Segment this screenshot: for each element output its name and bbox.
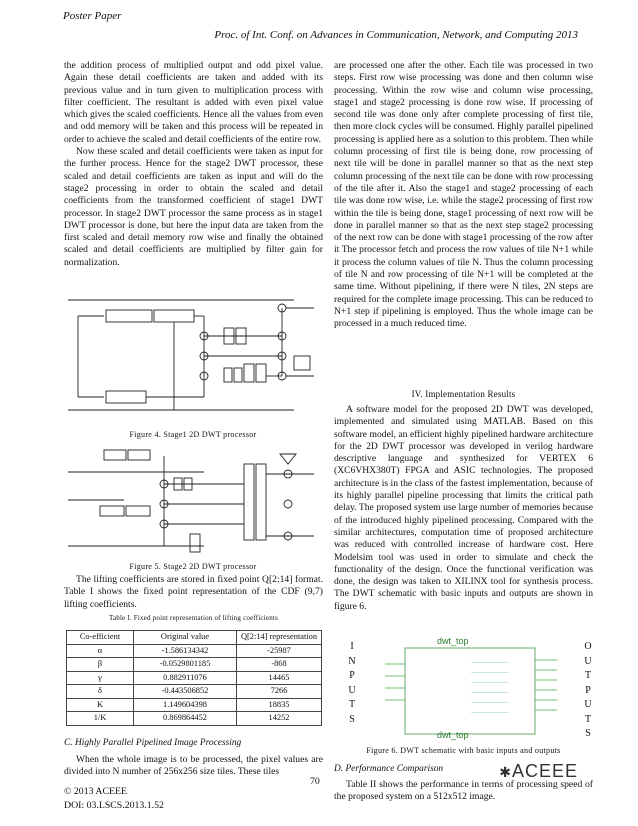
table-cell: 14465 [237, 671, 322, 685]
figure-4-caption: Figure 4. Stage1 2D DWT processor [129, 430, 257, 439]
table-row [67, 712, 322, 726]
table-cell: 1.149604398 [134, 698, 237, 712]
label-letter: T [584, 670, 592, 681]
table-cell: 18835 [237, 698, 322, 712]
left-column [64, 60, 323, 269]
paragraph: the addition process of multiplied output and odd pixel value. Again these detail coefficients are taken and added with its previous value and in turn given to multiplication process with filter coefficient. The resultant is added with even pixel value which gives the scaled coefficients. Hence all the values from even and odd memory will be taken and this process will be repeated in order to achieve the scaled and detail coefficients of the entire row. [64, 60, 323, 145]
table-cell: -0.443506852 [134, 685, 237, 699]
table-cell: 14252 [237, 712, 322, 726]
label-letter: U [584, 699, 592, 710]
stage2-block-diagram [64, 442, 322, 556]
label-letter: S [585, 728, 591, 739]
svg-text:_________________: _________________ [471, 708, 509, 713]
block-name-bottom: dwt_top [437, 730, 469, 740]
svg-text:_________________: _________________ [471, 688, 509, 693]
section-iv-heading: IV. Implementation Results [411, 389, 516, 399]
figure-6-caption: Figure 6. DWT schematic with basic inputs and outputs [366, 746, 561, 755]
block-name-top: dwt_top [437, 636, 469, 646]
table-row [67, 698, 322, 712]
table-1-title: Table I. Fixed point representation of lifting coefficients [108, 614, 279, 622]
table-1 [66, 630, 322, 726]
right-column-section-d [334, 779, 593, 804]
paragraph: Table II shows the performance in terms of processing speed of the proposed system on a 512x512 image. [334, 779, 593, 803]
right-column-section-iv [334, 404, 593, 613]
label-letter: S [349, 713, 355, 725]
paragraph: Now these scaled and detail coefficients were taken as input for the further process. Hence for the stage2 DWT processor, these scaled and detail coefficients are taken as input and will do the stage2 processing in order to obtain the scaled and detail coefficients from the transformed coefficient of stage1 DWT processor. In stage2 DWT processor the same process as in stage1 DWT processor is done, but here the input data are taken from the first scaled and detail memory row wise and finally the obtained scaled and detail coefficients are multiplied by filter gain for normalization. [64, 146, 323, 268]
paragraph: are processed one after the other. Each tile was processed in two steps. First row wise processing was done and then column wise processing. Within the row wise and column wise processing, stage1 and stage2 processing is done row wise. If processing of second tile was done only after complete processing of first tile, then more clock cycles will be consumed. Highly parallel pipelined processing is applied here as a solution to this problem. Then while column processing of first tile is being done, row processing of next tile will be done in parallel manner so that as the next step column processing of the next tile can be done with row processing of the tile after it. Also the stage1 and stage2 processing of each tile was done row wise, i.e. while the stage2 processing of first row within the tile is being done, stage1 processing of next row will be done in parallel manner so that as the next step stage2 processing of the next row can be done with stage1 processing of the row after it The processor fetch and process the row values of tile N+1 while it process the column values of tile N. Thus the column processing of tile N and row processing of tile N+1 will be completed at the same time. Without pipelining, if there were N tiles, 2N steps are required for the complete image processing. This can be reduced to N+1 step if pipelining is employed. Thus the whole image can be processed in a much reduced time. [334, 60, 593, 330]
table-header: Original value [134, 631, 237, 645]
table-cell: -1.586134342 [134, 644, 237, 658]
svg-text:_________________: _________________ [471, 698, 509, 703]
table-row [67, 658, 322, 672]
paragraph: When the whole image is to be processed, the pixel values are divided into N number of 256x256 size tiles. These tiles [64, 754, 323, 778]
label-letter: T [348, 699, 356, 710]
running-header-right: Proc. of Int. Conf. on Advances in Communication, Network, and Computing 2013 [214, 29, 578, 41]
table-cell: δ [67, 685, 134, 699]
section-c-heading: C. Highly Parallel Pipelined Image Processing [64, 738, 242, 748]
left-column-continued [64, 574, 323, 611]
paragraph: The lifting coefficients are stored in fixed point Q[2:14] format. Table I shows the fixed point representation of the CDF (9,7) lifting coefficients. [64, 574, 323, 610]
svg-text:_________________: _________________ [471, 678, 509, 683]
svg-text:_________________: _________________ [471, 658, 509, 663]
label-letter: U [348, 684, 356, 696]
table-cell: 1/K [67, 712, 134, 726]
label-letter: P [349, 670, 355, 681]
table-cell: -868 [237, 658, 322, 672]
table-cell: K [67, 698, 134, 712]
right-column [334, 60, 593, 331]
label-letter: I [350, 641, 354, 652]
outputs-label [581, 640, 595, 742]
paragraph: A software model for the proposed 2D DWT was developed, implemented and simulated using MATLAB. Based on this software model, an efficient highly pipelined hardware architecture for the 2D DWT processor was developed in verilog hardware descriptive language and synthesized for VERTEX 6 (XC6VHX380T) FPGA and ASIC technologies. The proposed architecture is in the class of the fastest implementation, because of its highly parallel pipeline processing that limits the critical path delay. The proposed system use large number of memories because of the introduced highly pipelined processing. Compared with the similar architectures, computation time of proposed architecture was reduced with controlled increase of hardware cost. Here Modelsim tool was used in order to simulate and check the functionality of the design. Once the functional verification was done, the design was taken to XILINX tool for synthesis process. The DWT schematic with basic inputs and outputs are shown in figure 6. [334, 404, 593, 612]
running-header-left: Poster Paper [63, 10, 122, 22]
label-letter: O [584, 641, 592, 652]
label-letter: U [584, 655, 592, 667]
section-d-heading: D. Performance Comparison [334, 764, 444, 774]
table-cell: α [67, 644, 134, 658]
figure-4-stage1-diagram [64, 292, 322, 422]
table-header: Co-efficient [67, 631, 134, 645]
table-header: Q[2:14] representation [237, 631, 322, 645]
copyright: © 2013 ACEEE [64, 786, 127, 797]
figure-5-stage2-diagram [64, 442, 322, 556]
svg-text:_________________: _________________ [471, 668, 509, 673]
label-letter: P [585, 684, 591, 696]
figure-5-caption: Figure 5. Stage2 2D DWT processor [129, 562, 257, 571]
table-cell: 0.869864452 [134, 712, 237, 726]
figure-6-schematic [345, 638, 595, 742]
page-number: 70 [310, 776, 320, 787]
dwt-schematic [375, 638, 565, 742]
inputs-label [345, 640, 359, 727]
table-cell: γ [67, 671, 134, 685]
table-row [67, 644, 322, 658]
table-cell: -25987 [237, 644, 322, 658]
logo-text: ACEEE [511, 761, 578, 781]
table-cell: 7266 [237, 685, 322, 699]
table-cell: 0.882911076 [134, 671, 237, 685]
label-letter: N [348, 655, 356, 667]
left-column-end [64, 754, 323, 779]
table-row [67, 671, 322, 685]
table-row [67, 685, 322, 699]
table-cell: β [67, 658, 134, 672]
stage1-block-diagram [64, 292, 322, 422]
doi: DOI: 03.LSCS.2013.1.52 [64, 800, 164, 811]
label-letter: T [584, 713, 592, 725]
aceee-logo [499, 761, 578, 782]
table-cell: -0.0529801185 [134, 658, 237, 672]
logo-mark-icon: ✱ [499, 764, 512, 780]
